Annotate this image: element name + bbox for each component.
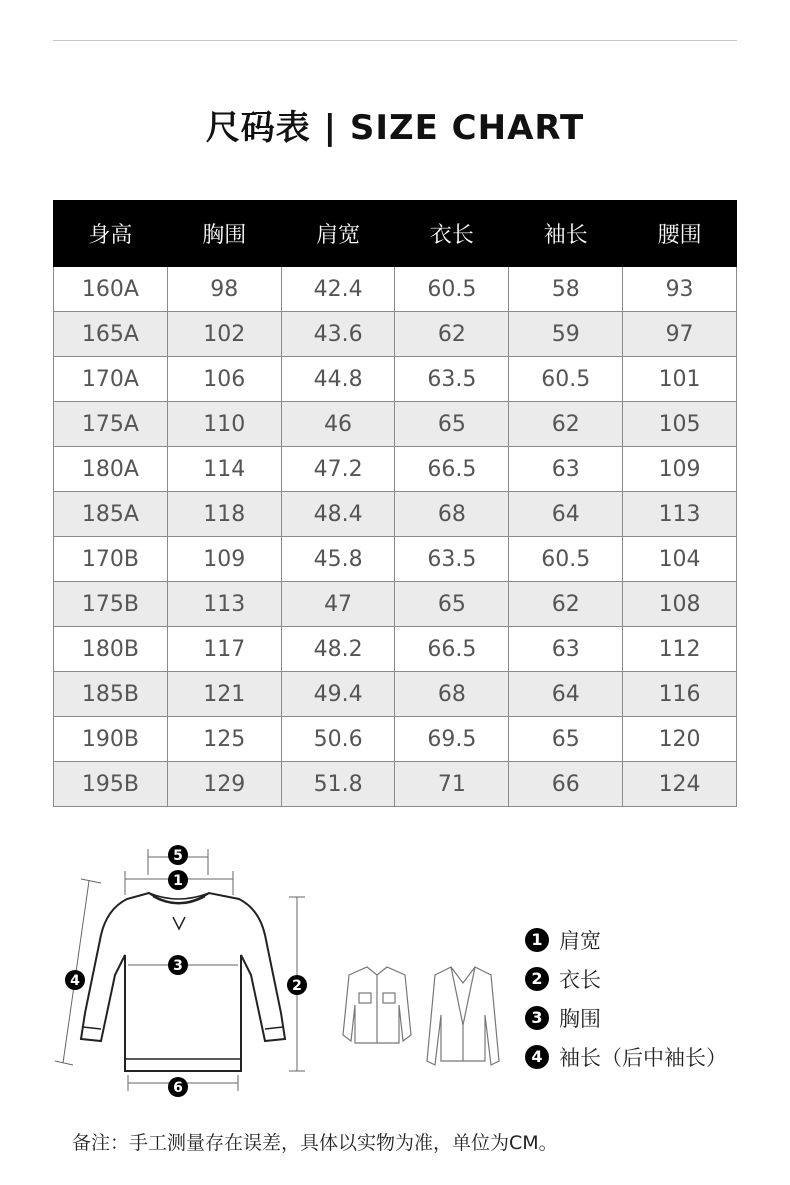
table-row [54,582,737,627]
table-cell: 69.5 [395,717,509,762]
table-row [54,627,737,672]
table-cell: 165A [54,312,168,357]
table-cell: 63 [509,627,623,672]
legend-label: 袖长（后中袖长） [559,1045,727,1070]
table-cell: 175A [54,402,168,447]
legend-item-length [525,959,765,998]
svg-text:4: 4 [70,973,80,989]
table-cell: 60.5 [509,537,623,582]
marker-1 [168,870,188,890]
table-cell: 98 [167,267,281,312]
table-cell: 60.5 [395,267,509,312]
marker-3 [168,955,188,975]
table-row [54,312,737,357]
table-cell: 44.8 [281,357,395,402]
table-cell: 121 [167,672,281,717]
table-cell: 62 [509,582,623,627]
table-body [54,267,737,807]
table-cell: 101 [623,357,737,402]
table-cell: 58 [509,267,623,312]
svg-text:2: 2 [292,978,302,994]
table-cell: 63 [509,447,623,492]
table-cell: 62 [509,402,623,447]
table-cell: 93 [623,267,737,312]
table-cell: 45.8 [281,537,395,582]
table-cell: 47.2 [281,447,395,492]
marker-4 [65,970,85,990]
table-cell: 97 [623,312,737,357]
table-cell: 65 [395,402,509,447]
table-cell: 62 [395,312,509,357]
table-cell: 66.5 [395,447,509,492]
table-row [54,402,737,447]
header-height: 身高 [54,201,168,267]
blazer-illustration [427,967,499,1065]
table-cell: 175B [54,582,168,627]
table-header-row [54,201,737,267]
table-cell: 68 [395,492,509,537]
table-cell: 63.5 [395,537,509,582]
table-cell: 125 [167,717,281,762]
legend-item-chest [525,998,765,1037]
legend-label: 衣长 [559,967,601,992]
table-cell: 105 [623,402,737,447]
measurement-legend [525,920,765,1076]
table-cell: 104 [623,537,737,582]
table-cell: 120 [623,717,737,762]
table-cell: 65 [509,717,623,762]
svg-text:3: 3 [173,958,183,974]
table-cell: 48.4 [281,492,395,537]
table-cell: 185B [54,672,168,717]
table-cell: 112 [623,627,737,672]
legend-label: 肩宽 [559,928,601,953]
table-cell: 170A [54,357,168,402]
size-table [53,200,737,807]
table-cell: 180A [54,447,168,492]
table-cell: 160A [54,267,168,312]
table-cell: 50.6 [281,717,395,762]
table-cell: 59 [509,312,623,357]
table-row [54,357,737,402]
table-cell: 48.2 [281,627,395,672]
table-cell: 102 [167,312,281,357]
svg-text:6: 6 [173,1080,183,1096]
table-cell: 109 [167,537,281,582]
table-cell: 117 [167,627,281,672]
header-chest: 胸围 [167,201,281,267]
sweater-illustration [81,893,285,1071]
table-cell: 64 [509,492,623,537]
table-cell: 49.4 [281,672,395,717]
table-cell: 170B [54,537,168,582]
jacket-illustration [343,967,411,1043]
table-row [54,717,737,762]
header-waist: 腰围 [623,201,737,267]
table-cell: 124 [623,762,737,807]
table-row [54,267,737,312]
legend-number: 1 [525,928,549,952]
table-row [54,447,737,492]
table-row [54,762,737,807]
table-cell: 180B [54,627,168,672]
legend-item-sleeve [525,1037,765,1076]
table-cell: 114 [167,447,281,492]
table-cell: 66 [509,762,623,807]
table-cell: 65 [395,582,509,627]
table-cell: 51.8 [281,762,395,807]
legend-label: 胸围 [559,1006,601,1031]
table-cell: 66.5 [395,627,509,672]
table-row [54,672,737,717]
table-cell: 106 [167,357,281,402]
table-cell: 113 [623,492,737,537]
marker-2 [287,975,307,995]
svg-text:5: 5 [173,848,183,864]
table-cell: 47 [281,582,395,627]
table-cell: 110 [167,402,281,447]
header-length: 衣长 [395,201,509,267]
table-cell: 116 [623,672,737,717]
legend-number: 2 [525,967,549,991]
table-row [54,492,737,537]
footnote: 备注：手工测量存在误差，具体以实物为准，单位为CM。 [72,1132,558,1154]
table-cell: 71 [395,762,509,807]
table-cell: 63.5 [395,357,509,402]
legend-item-shoulder [525,920,765,959]
table-cell: 109 [623,447,737,492]
top-divider [53,40,737,41]
table-cell: 42.4 [281,267,395,312]
table-cell: 185A [54,492,168,537]
table-row [54,537,737,582]
table-cell: 43.6 [281,312,395,357]
table-cell: 129 [167,762,281,807]
table-cell: 60.5 [509,357,623,402]
header-sleeve: 袖长 [509,201,623,267]
marker-5 [168,845,188,865]
table-cell: 118 [167,492,281,537]
table-cell: 195B [54,762,168,807]
legend-number: 4 [525,1045,549,1069]
header-shoulder: 肩宽 [281,201,395,267]
page-title: 尺码表 | SIZE CHART [205,108,585,148]
table-cell: 64 [509,672,623,717]
table-cell: 68 [395,672,509,717]
table-cell: 46 [281,402,395,447]
table-cell: 113 [167,582,281,627]
table-cell: 190B [54,717,168,762]
legend-number: 3 [525,1006,549,1030]
marker-6 [168,1077,188,1097]
svg-text:1: 1 [173,873,183,889]
table-cell: 108 [623,582,737,627]
